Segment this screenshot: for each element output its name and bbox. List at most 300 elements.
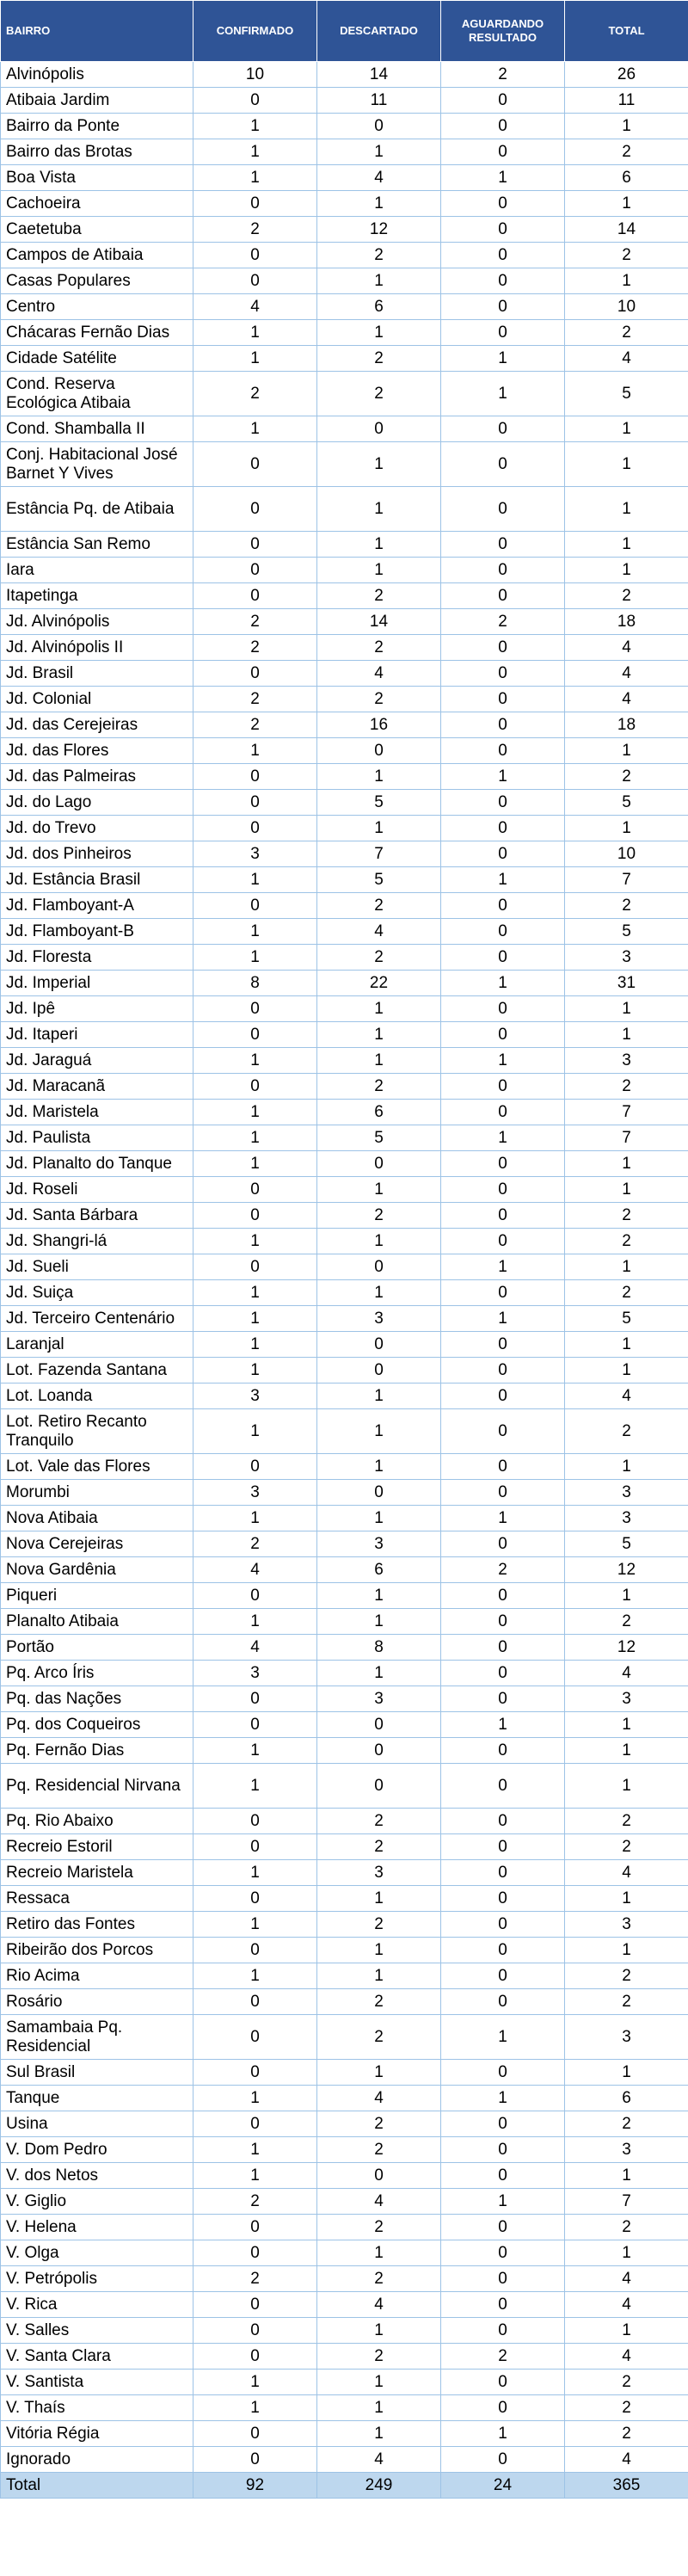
cell-descartado: 4 [317,2292,441,2318]
cell-aguardando: 1 [441,1306,565,1332]
cell-descartado: 0 [317,114,441,139]
table-row [1,2395,688,2421]
cell-aguardando: 0 [441,320,565,346]
table-row [1,971,688,996]
cell-descartado: 4 [317,165,441,191]
cell-aguardando: 1 [441,971,565,996]
cell-descartado: 1 [317,1938,441,1963]
cell-total: 3 [565,1480,688,1506]
cell-aguardando: 0 [441,841,565,867]
cell-descartado: 0 [317,1332,441,1358]
table-row [1,1609,688,1635]
table-row [1,268,688,294]
table-row [1,1557,688,1583]
cell-confirmado: 2 [194,712,317,738]
table-row [1,764,688,790]
table-row [1,2240,688,2266]
cell-confirmado: 1 [194,919,317,945]
cell-bairro: Jd. Terceiro Centenário [1,1306,194,1332]
cell-descartado: 7 [317,841,441,867]
cell-aguardando: 0 [441,1635,565,1661]
cell-aguardando: 0 [441,687,565,712]
table-row [1,1480,688,1506]
cell-confirmado: 0 [194,558,317,583]
header-bairro: BAIRRO [1,1,194,62]
cell-confirmado: 0 [194,532,317,558]
cell-confirmado: 3 [194,1480,317,1506]
cell-bairro: Lot. Fazenda Santana [1,1358,194,1384]
cell-descartado: 0 [317,1151,441,1177]
cell-descartado: 1 [317,320,441,346]
cell-descartado: 2 [317,2266,441,2292]
cell-aguardando: 0 [441,1151,565,1177]
table-row [1,867,688,893]
cell-total: 2 [565,139,688,165]
cell-descartado: 2 [317,1989,441,2015]
table-header [1,1,688,62]
cell-descartado: 2 [317,372,441,416]
cell-aguardando: 0 [441,2266,565,2292]
cell-bairro: Laranjal [1,1332,194,1358]
cell-descartado: 2 [317,2015,441,2060]
cell-total: 10 [565,841,688,867]
cell-bairro: Jd. Imperial [1,971,194,996]
table-row [1,919,688,945]
cell-descartado: 2 [317,243,441,268]
cell-confirmado: 0 [194,1886,317,1912]
cell-aguardando: 0 [441,2111,565,2137]
cell-aguardando: 1 [441,165,565,191]
cell-descartado: 1 [317,1048,441,1074]
table-row [1,1254,688,1280]
cell-confirmado: 0 [194,2240,317,2266]
table-row [1,1989,688,2015]
table-row [1,1384,688,1409]
cell-aguardando: 0 [441,1609,565,1635]
cell-descartado: 1 [317,1280,441,1306]
cell-aguardando: 0 [441,919,565,945]
cell-confirmado: 0 [194,88,317,114]
cell-bairro: Sul Brasil [1,2060,194,2086]
cell-bairro: Pq. Fernão Dias [1,1738,194,1764]
cell-confirmado: 1 [194,1738,317,1764]
cell-descartado: 3 [317,1531,441,1557]
cell-aguardando: 0 [441,2447,565,2473]
cell-aguardando: 0 [441,2060,565,2086]
cell-total: 5 [565,372,688,416]
cell-aguardando: 0 [441,1860,565,1886]
cell-total: 3 [565,1048,688,1074]
cell-aguardando: 0 [441,217,565,243]
cell-bairro: V. Dom Pedro [1,2137,194,2163]
cell-descartado: 0 [317,2163,441,2189]
cell-confirmado: 1 [194,2137,317,2163]
table-row [1,1635,688,1661]
table-row [1,62,688,88]
cell-descartado: 2 [317,1912,441,1938]
cell-bairro: Usina [1,2111,194,2137]
cell-aguardando: 2 [441,2344,565,2370]
table-row [1,1048,688,1074]
cell-confirmado: 1 [194,346,317,372]
cell-bairro: Jd. Maracanã [1,1074,194,1100]
cell-confirmado: 1 [194,1125,317,1151]
table-row [1,1409,688,1454]
cell-confirmado: 2 [194,2266,317,2292]
table-row [1,1886,688,1912]
cell-confirmado: 0 [194,2421,317,2447]
cell-descartado: 1 [317,487,441,532]
cell-confirmado: 1 [194,1151,317,1177]
cell-descartado: 1 [317,532,441,558]
cell-total: 1 [565,1938,688,1963]
cell-aguardando: 0 [441,583,565,609]
cell-aguardando: 0 [441,1332,565,1358]
cell-bairro: Morumbi [1,1480,194,1506]
cell-total: 3 [565,2137,688,2163]
table-row [1,2137,688,2163]
cell-confirmado: 0 [194,2447,317,2473]
cell-confirmado: 0 [194,487,317,532]
cell-aguardando: 1 [441,372,565,416]
cell-total: 1 [565,1583,688,1609]
cell-confirmado: 3 [194,841,317,867]
cell-total: 7 [565,867,688,893]
total-label: Total [1,2473,194,2499]
cell-descartado: 1 [317,1229,441,1254]
cell-bairro: Jd. das Palmeiras [1,764,194,790]
cell-total: 2 [565,1989,688,2015]
table-row [1,1151,688,1177]
cell-bairro: Recreio Maristela [1,1860,194,1886]
cell-descartado: 1 [317,1409,441,1454]
cell-confirmado: 0 [194,2060,317,2086]
cell-total: 1 [565,1177,688,1203]
table-row [1,532,688,558]
cell-bairro: Cond. Shamballa II [1,416,194,442]
cell-confirmado: 1 [194,1306,317,1332]
table-row [1,1454,688,1480]
cell-confirmado: 1 [194,1506,317,1531]
cell-bairro: Boa Vista [1,165,194,191]
cell-bairro: Jd. Suiça [1,1280,194,1306]
cell-total: 3 [565,2015,688,2060]
cell-bairro: Nova Gardênia [1,1557,194,1583]
table-row [1,583,688,609]
cell-aguardando: 0 [441,2292,565,2318]
table-row [1,191,688,217]
cell-bairro: V. Santa Clara [1,2344,194,2370]
cell-aguardando: 0 [441,1963,565,1989]
cell-bairro: Cond. Reserva Ecológica Atibaia [1,372,194,416]
cell-descartado: 2 [317,2111,441,2137]
cell-confirmado: 0 [194,764,317,790]
cell-confirmado: 0 [194,1834,317,1860]
cell-confirmado: 1 [194,1332,317,1358]
cell-bairro: Rio Acima [1,1963,194,1989]
table-row [1,996,688,1022]
cell-bairro: V. Helena [1,2215,194,2240]
cell-total: 4 [565,2266,688,2292]
cell-total: 2 [565,1809,688,1834]
cell-bairro: Cidade Satélite [1,346,194,372]
cell-aguardando: 0 [441,1531,565,1557]
cell-descartado: 1 [317,558,441,583]
cell-bairro: Lot. Vale das Flores [1,1454,194,1480]
table-row [1,1177,688,1203]
cell-aguardando: 0 [441,1409,565,1454]
cell-confirmado: 0 [194,1989,317,2015]
cell-bairro: Centro [1,294,194,320]
table-row [1,1332,688,1358]
cell-aguardando: 2 [441,609,565,635]
cell-descartado: 1 [317,268,441,294]
cell-total: 5 [565,1531,688,1557]
cell-descartado: 1 [317,191,441,217]
cell-total: 5 [565,790,688,816]
cell-aguardando: 0 [441,1358,565,1384]
cell-confirmado: 0 [194,1203,317,1229]
cell-descartado: 1 [317,1506,441,1531]
total-descartado: 249 [317,2473,441,2499]
cell-bairro: Samambaia Pq. Residencial [1,2015,194,2060]
cell-bairro: Jd. Estância Brasil [1,867,194,893]
cell-aguardando: 0 [441,1886,565,1912]
cell-confirmado: 0 [194,1454,317,1480]
cell-descartado: 1 [317,2395,441,2421]
cell-total: 1 [565,2318,688,2344]
cell-descartado: 4 [317,2086,441,2111]
cell-confirmado: 0 [194,661,317,687]
cell-total: 5 [565,1306,688,1332]
table-row [1,1764,688,1809]
cell-aguardando: 1 [441,2189,565,2215]
cell-aguardando: 0 [441,738,565,764]
cell-total: 2 [565,320,688,346]
cell-descartado: 11 [317,88,441,114]
table-row [1,1963,688,1989]
table-row [1,1100,688,1125]
cell-total: 1 [565,1022,688,1048]
cell-descartado: 2 [317,2137,441,2163]
cell-descartado: 1 [317,2240,441,2266]
cell-descartado: 0 [317,1764,441,1809]
cell-bairro: Jd. dos Pinheiros [1,841,194,867]
cell-bairro: Piqueri [1,1583,194,1609]
table-row [1,1358,688,1384]
cell-total: 2 [565,1609,688,1635]
cell-bairro: Jd. Roseli [1,1177,194,1203]
cell-total: 31 [565,971,688,996]
cell-descartado: 1 [317,2318,441,2344]
cell-confirmado: 2 [194,635,317,661]
cell-aguardando: 2 [441,62,565,88]
cell-total: 1 [565,1358,688,1384]
cell-total: 1 [565,1151,688,1177]
cell-descartado: 3 [317,1306,441,1332]
cell-bairro: Jd. Flamboyant-B [1,919,194,945]
cell-total: 2 [565,2111,688,2137]
cell-descartado: 0 [317,1738,441,1764]
cell-aguardando: 0 [441,243,565,268]
cell-descartado: 12 [317,217,441,243]
cell-bairro: Jd. Jaraguá [1,1048,194,1074]
cell-bairro: V. Rica [1,2292,194,2318]
cell-bairro: Ressaca [1,1886,194,1912]
table-row [1,1912,688,1938]
cell-confirmado: 1 [194,867,317,893]
cell-confirmado: 0 [194,1809,317,1834]
header-row [1,1,688,62]
cell-bairro: Estância Pq. de Atibaia [1,487,194,532]
cell-bairro: Pq. Arco Íris [1,1661,194,1686]
cell-bairro: V. Salles [1,2318,194,2344]
cell-bairro: Jd. das Cerejeiras [1,712,194,738]
cell-descartado: 1 [317,1177,441,1203]
table-row [1,1583,688,1609]
cell-total: 1 [565,2163,688,2189]
cell-total: 4 [565,2344,688,2370]
header-aguardando: AGUARDANDO RESULTADO [441,1,565,62]
table-row [1,416,688,442]
cell-confirmado: 0 [194,583,317,609]
cell-bairro: Jd. Colonial [1,687,194,712]
header-confirmado: CONFIRMADO [194,1,317,62]
table-row [1,2318,688,2344]
cell-aguardando: 0 [441,1480,565,1506]
cell-confirmado: 1 [194,738,317,764]
cell-bairro: Rosário [1,1989,194,2015]
cell-descartado: 1 [317,1454,441,1480]
cell-descartado: 0 [317,1480,441,1506]
cell-descartado: 5 [317,867,441,893]
cell-descartado: 0 [317,738,441,764]
cell-total: 1 [565,738,688,764]
cell-aguardando: 0 [441,1280,565,1306]
cell-aguardando: 0 [441,1454,565,1480]
cell-bairro: Nova Cerejeiras [1,1531,194,1557]
table-row [1,2189,688,2215]
cell-total: 1 [565,816,688,841]
cell-aguardando: 0 [441,2318,565,2344]
cell-total: 7 [565,2189,688,2215]
cell-confirmado: 0 [194,2318,317,2344]
cell-total: 2 [565,2421,688,2447]
cell-bairro: Jd. Alvinópolis [1,609,194,635]
table-row [1,1506,688,1531]
cell-descartado: 6 [317,294,441,320]
cell-aguardando: 0 [441,1834,565,1860]
cell-confirmado: 0 [194,1074,317,1100]
cell-bairro: Ribeirão dos Porcos [1,1938,194,1963]
cell-bairro: V. dos Netos [1,2163,194,2189]
cell-aguardando: 1 [441,1254,565,1280]
cell-confirmado: 4 [194,1635,317,1661]
cell-aguardando: 0 [441,1203,565,1229]
cell-aguardando: 0 [441,88,565,114]
cell-confirmado: 0 [194,2111,317,2137]
cell-bairro: Jd. Planalto do Tanque [1,1151,194,1177]
cell-bairro: Alvinópolis [1,62,194,88]
table-row [1,217,688,243]
cell-aguardando: 1 [441,2086,565,2111]
cell-descartado: 14 [317,62,441,88]
cell-total: 2 [565,243,688,268]
total-row [1,2473,688,2499]
cell-bairro: Jd. Sueli [1,1254,194,1280]
cell-aguardando: 0 [441,191,565,217]
table-row [1,2111,688,2137]
cell-confirmado: 1 [194,320,317,346]
cell-aguardando: 0 [441,816,565,841]
cell-aguardando: 0 [441,635,565,661]
cell-descartado: 2 [317,687,441,712]
cell-total: 10 [565,294,688,320]
table-row [1,738,688,764]
cell-descartado: 0 [317,1712,441,1738]
cell-bairro: Conj. Habitacional José Barnet Y Vives [1,442,194,487]
cell-aguardando: 0 [441,558,565,583]
cell-bairro: Jd. do Trevo [1,816,194,841]
cell-confirmado: 1 [194,1963,317,1989]
cell-descartado: 2 [317,945,441,971]
cell-aguardando: 1 [441,764,565,790]
cell-aguardando: 0 [441,1384,565,1409]
cell-aguardando: 0 [441,790,565,816]
cell-aguardando: 0 [441,1229,565,1254]
cell-descartado: 1 [317,816,441,841]
cell-descartado: 1 [317,2421,441,2447]
cell-confirmado: 0 [194,2292,317,2318]
cell-total: 2 [565,764,688,790]
cell-aguardando: 0 [441,1738,565,1764]
cell-total: 3 [565,1506,688,1531]
cell-aguardando: 0 [441,1989,565,2015]
cell-total: 1 [565,2060,688,2086]
cell-total: 3 [565,945,688,971]
cell-descartado: 1 [317,1963,441,1989]
cell-aguardando: 0 [441,712,565,738]
cell-total: 2 [565,583,688,609]
table-row [1,1860,688,1886]
cell-total: 3 [565,1686,688,1712]
cell-bairro: Jd. das Flores [1,738,194,764]
cell-descartado: 1 [317,1022,441,1048]
cell-bairro: Atibaia Jardim [1,88,194,114]
cell-total: 4 [565,687,688,712]
table-row [1,2215,688,2240]
table-row [1,609,688,635]
cell-descartado: 2 [317,1074,441,1100]
cell-descartado: 5 [317,1125,441,1151]
cell-total: 11 [565,88,688,114]
cell-confirmado: 0 [194,268,317,294]
table-row [1,635,688,661]
cell-bairro: Chácaras Fernão Dias [1,320,194,346]
cell-aguardando: 0 [441,114,565,139]
cell-bairro: Lot. Retiro Recanto Tranquilo [1,1409,194,1454]
cell-bairro: Tanque [1,2086,194,2111]
cell-descartado: 1 [317,442,441,487]
cell-descartado: 1 [317,1609,441,1635]
cell-bairro: Jd. Itaperi [1,1022,194,1048]
header-descartado: DESCARTADO [317,1,441,62]
cell-confirmado: 1 [194,416,317,442]
table-row [1,2086,688,2111]
cell-descartado: 6 [317,1100,441,1125]
cell-descartado: 1 [317,996,441,1022]
cell-total: 4 [565,1384,688,1409]
